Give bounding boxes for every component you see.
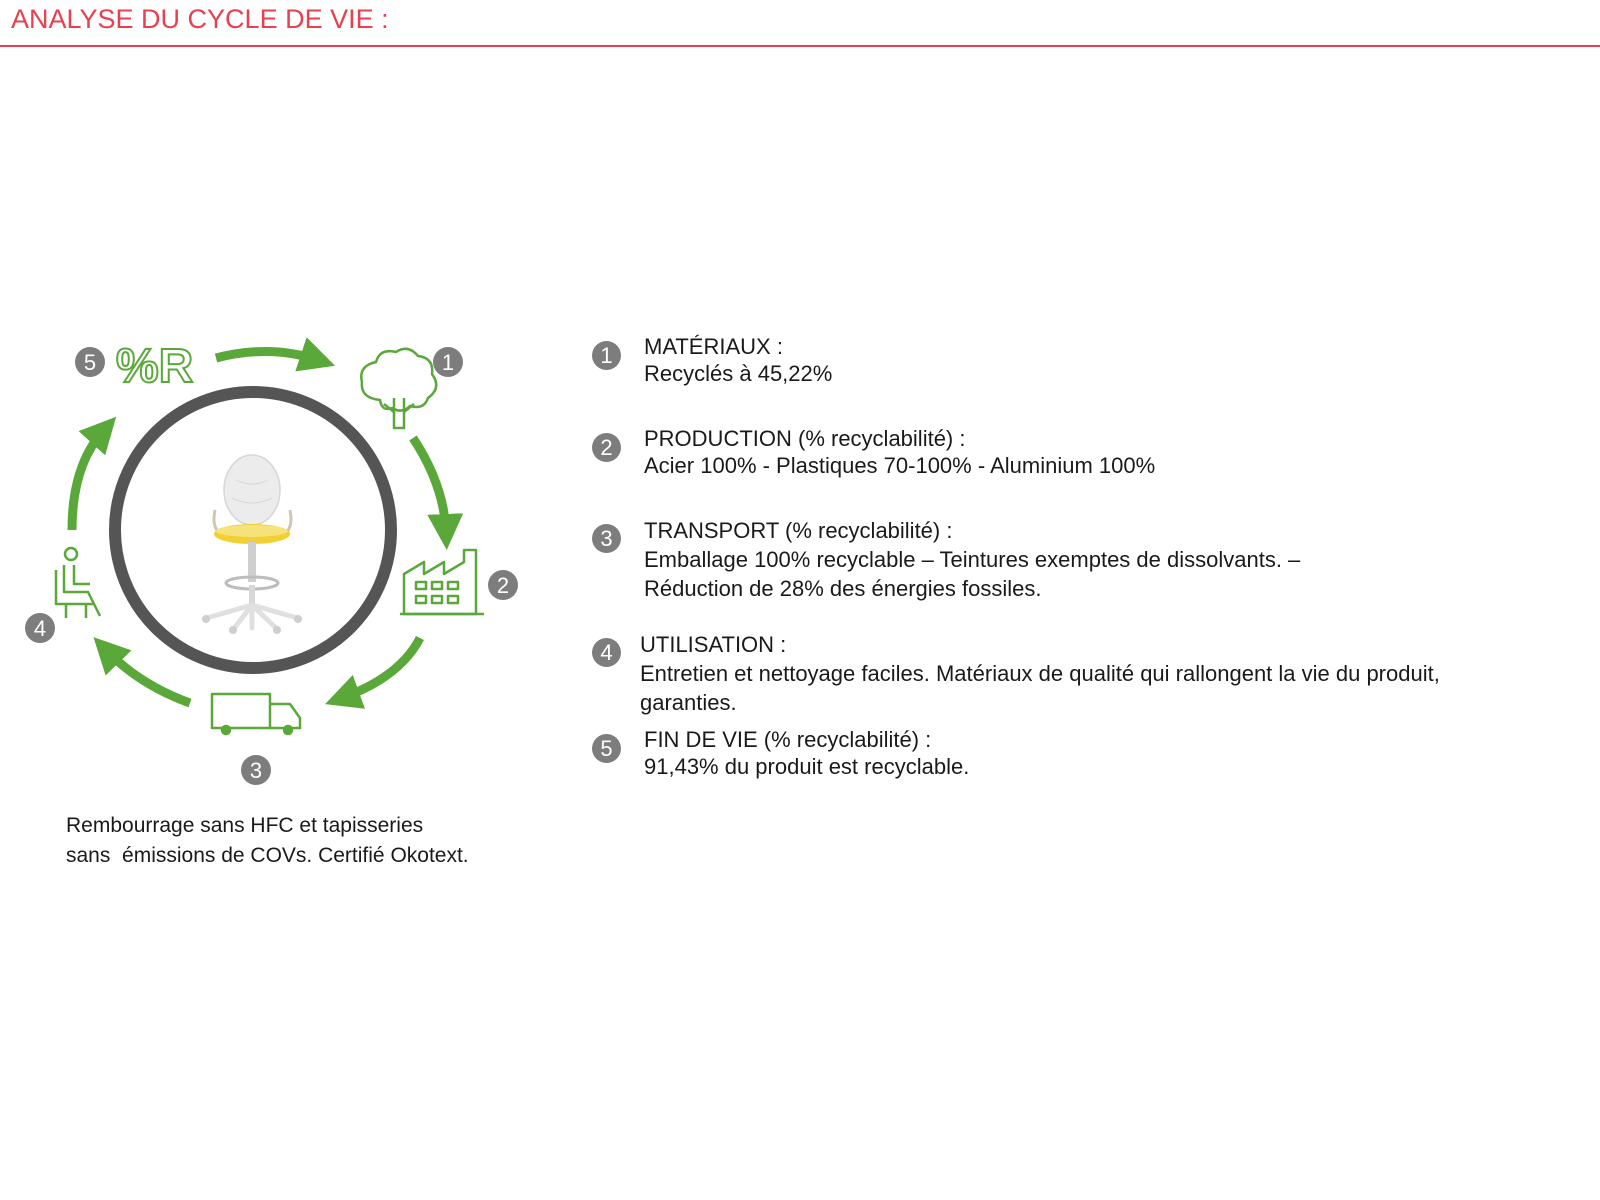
factory-icon xyxy=(400,550,484,614)
arrow-2-to-3 xyxy=(342,638,420,698)
caption-line-1: Rembourrage sans HFC et tapisseries xyxy=(66,814,424,837)
badge-1 xyxy=(433,347,463,377)
step-heading: PRODUCTION (% recyclabilité) : xyxy=(644,426,966,451)
page-title: ANALYSE DU CYCLE DE VIE : xyxy=(11,4,389,34)
caption-line-2: sans émissions de COVs. Certifié Okotext. xyxy=(66,844,469,867)
step-number-badge: 2 xyxy=(592,433,621,462)
truck-icon xyxy=(212,694,300,734)
badge-5 xyxy=(75,347,105,377)
svg-text:1: 1 xyxy=(441,350,455,375)
tree-icon xyxy=(361,349,436,428)
badge-4 xyxy=(25,613,55,643)
arrow-3-to-4 xyxy=(106,650,190,703)
step-heading: FIN DE VIE (% recyclabilité) : xyxy=(644,727,932,752)
step-body-line-2: garanties. xyxy=(640,690,737,715)
arrow-1-to-2 xyxy=(413,438,446,532)
svg-text:5: 5 xyxy=(83,350,97,375)
caption xyxy=(66,811,586,871)
step-number-badge: 1 xyxy=(592,341,621,370)
life-cycle-diagram xyxy=(0,320,560,800)
recycle-percent-icon: %R xyxy=(116,340,194,393)
arrow-4-to-5 xyxy=(72,430,104,530)
chair-image xyxy=(202,455,302,634)
step-body: Acier 100% - Plastiques 70-100% - Aluminium 100% xyxy=(644,453,1156,478)
step-heading: MATÉRIAUX : xyxy=(644,334,783,359)
step-body-line-2: Réduction de 28% des énergies fossiles. xyxy=(644,576,1042,601)
step-body: Emballage 100% recyclable – Teintures exemptes de dissolvants. – xyxy=(644,547,1301,572)
svg-text:2: 2 xyxy=(496,573,510,598)
arrow-5-to-1 xyxy=(216,351,318,360)
step-body: 91,43% du produit est recyclable. xyxy=(644,754,970,779)
seated-person-icon xyxy=(56,548,100,618)
step-body: Recyclés à 45,22% xyxy=(644,361,833,386)
svg-text:3: 3 xyxy=(249,758,263,783)
step-number-badge: 4 xyxy=(592,638,621,667)
step-heading: UTILISATION : xyxy=(640,632,787,657)
step-heading: TRANSPORT (% recyclabilité) : xyxy=(644,518,953,543)
badge-3 xyxy=(241,755,271,785)
step-number-badge: 5 xyxy=(592,734,621,763)
badge-2 xyxy=(488,570,518,600)
title-divider xyxy=(0,45,1600,47)
step-number-badge: 3 xyxy=(592,524,621,553)
svg-text:4: 4 xyxy=(33,616,47,641)
step-body: Entretien et nettoyage faciles. Matériaux de qualité qui rallongent la vie du produit, xyxy=(640,661,1440,686)
